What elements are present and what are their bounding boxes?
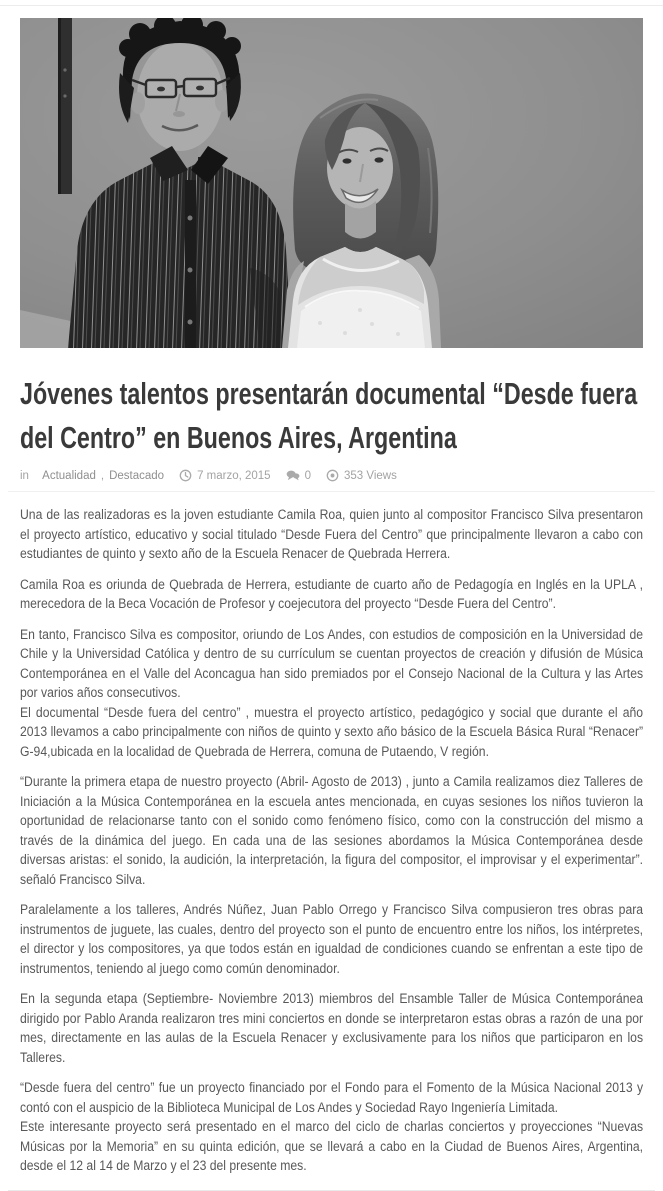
meta-prefix: in: [20, 469, 29, 482]
article-paragraph: Este interesante proyecto será presentado en el marco del ciclo de charlas conciertos y proyecciones “Nuevas Músicas por la Memoria” en su quinta edición, que se llevará a cabo en la Ciudad de Buenos Aires, Argentina, desde el 12 al 14 de Marzo y el 23 del presente mes.: [20, 1119, 643, 1173]
article-paragraph: “Desde fuera del centro” fue un proyecto financiado por el Fondo para el Fomento de la Música Nacional 2013 y contó con el auspicio de la Biblioteca Municipal de Los Andes y Sociedad Rayo Ingeniería Limitada.: [20, 1080, 643, 1115]
article-paragraph: Camila Roa es oriunda de Quebrada de Herrera, estudiante de cuarto año de Pedagogía en Inglés en la UPLA , merecedora de la Beca Vocación de Profesor y coejecutora del proyecto “Desde Fuera del Centro”.: [20, 576, 643, 611]
category-link-destacado[interactable]: Destacado: [109, 469, 165, 482]
meta-comments: [286, 469, 311, 482]
meta-views: [326, 469, 397, 482]
article-body: [20, 505, 643, 1187]
photo-pole: [58, 18, 72, 194]
article-paragraph: En la segunda etapa (Septiembre- Noviembre 2013) miembros del Ensamble Taller de Música Contemporánea dirigido por Pablo Aranda realizaron tres mini conciertos en donde se interpretaron estas obras a razón de una por mes, directamente en las aulas de la Escuela Renacer y exclusivamente para los niños que participaron en los Talleres.: [20, 991, 643, 1065]
bottom-divider: [8, 1190, 655, 1191]
clock-icon: [179, 469, 192, 482]
featured-photo-illustration: [20, 18, 643, 348]
comments-icon: [286, 469, 300, 482]
article-paragraph: El documental “Desde fuera del centro” , muestra el proyecto artístico, pedagógico y social que durante el año 2013 llevamos a cabo principalmente con niños de quinto y sexto año básico de la Escuela Básica Rural “Renacer” G-94,ubicada en la localidad de Quebrada de Herrera, comuna de Putaendo, V región.: [20, 704, 643, 759]
article-paragraph: “Durante la primera etapa de nuestro proyecto (Abril- Agosto de 2013) , junto a Camila realizamos diez Talleres de Iniciación a la Música Contemporánea en la escuela antes mencionada, en cuyas sesiones los niños tuvieron la oportunidad de relacionarse tanto con el sonido como fenómeno físico, como con la construcción del mismo a través de la dinámica del juego. En cada una de las sesiones abordamos la Música Contemporánea desde diversas aristas: el sonido, la audición, la interpretación, la figura del compositor, el improvisar y el experimentar”. señaló Francisco Silva.: [20, 774, 643, 887]
article-paragraph: Una de las realizadoras es la joven estudiante Camila Roa, quien junto al compositor Francisco Silva presentaron el proyecto artístico, educativo y social titulado “Desde Fuera del Centro” que principalmente llevaron a cabo con estudiantes de quinto y sexto año de la Escuela Renacer de Quebrada Herrera.: [20, 507, 643, 561]
meta-categories: [20, 470, 164, 482]
meta-views-text: 353 Views: [343, 469, 397, 482]
category-link-actualidad[interactable]: Actualidad: [42, 469, 96, 482]
page-title: Jóvenes talentos presentarán documental “Desde fuera del Centro” en Buenos Aires, Argentina: [20, 376, 638, 455]
top-divider: [0, 5, 663, 6]
article-paragraph: En tanto, Francisco Silva es compositor, oriundo de Los Andes, con estudios de composición en la Universidad de Chile y la Universidad Católica y dentro de su currículum se cuentan proyectos de creación y difusión de Música Contemporánea en el Valle del Aconcagua han sido premiados por el Consejo Nacional de la Cultura y las Artes por varios años consecutivos.: [20, 626, 643, 700]
views-icon: [326, 469, 339, 482]
meta-date-text: 7 marzo, 2015: [197, 469, 271, 482]
photo-woman: [282, 93, 441, 348]
meta-comments-count[interactable]: 0: [304, 469, 311, 482]
article-paragraph: Paralelamente a los talleres, Andrés Núñez, Juan Pablo Orrego y Francisco Silva compusieron tres obras para instrumentos de juguete, las cuales, dentro del proyecto son el punto de encuentro entre los niños, los intérpretes, el director y los compositores, ya que todos están en igualdad de condiciones cuando se enfrentan a este tipo de instrumentos, teniendo al juego como común denominador.: [20, 902, 643, 976]
post-meta: [20, 469, 643, 482]
meta-date: [179, 469, 271, 482]
meta-divider: [8, 491, 655, 492]
post-title-wrap: [20, 372, 643, 460]
article-inner: [20, 505, 643, 1176]
featured-photo: [20, 18, 643, 348]
category-separator: ,: [100, 469, 105, 482]
